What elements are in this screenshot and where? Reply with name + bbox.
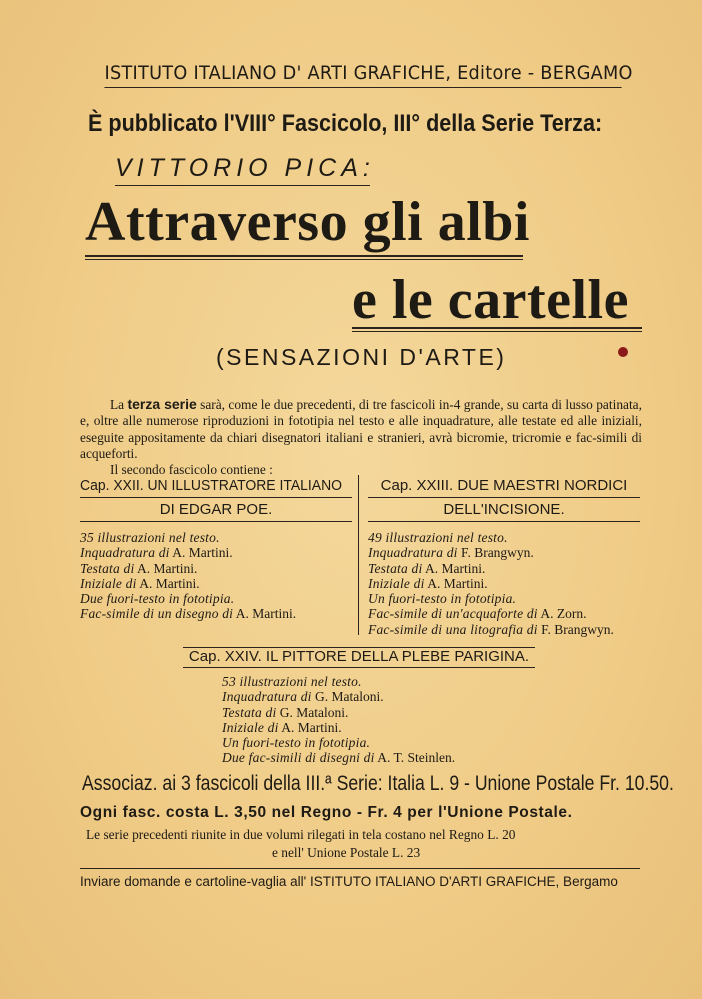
chapter-xxiv-rule-bottom [183, 667, 535, 668]
credit-artist: A. Zorn. [540, 606, 587, 622]
credit-artist: G. Mataloni. [279, 704, 349, 720]
subscription-price: Associaz. ai 3 fascicoli della III.ª Serie: Italia L. 9 - Unione Postale Fr. 10.50. [82, 772, 674, 795]
title-rule-3 [352, 327, 642, 329]
credit-line [368, 530, 614, 545]
subtitle: (SENSAZIONI D'ARTE) [216, 344, 507, 370]
intro-paragraph-1 [80, 396, 642, 462]
chapter-xxii-heading: Cap. XXII. UN ILLUSTRATORE ITALIANO [80, 477, 343, 494]
previous-series-line-1: Le serie precedenti riunite in due volumi rilegati in tela costano nel Regno L. 20 [86, 827, 516, 842]
intro-bold: terza serie [127, 396, 197, 412]
credit-artist: A. Martini. [281, 719, 342, 735]
publisher-header: ISTITUTO ITALIANO D' ARTI GRAFICHE, Editore - BERGAMO [104, 62, 621, 88]
title-rule-4 [352, 331, 642, 332]
issue-price: Ogni fasc. costa L. 3,50 nel Regno - Fr. 4 per l'Unione Postale. [80, 804, 573, 821]
credit-text: Fac-simile di un'acquaforte di [368, 606, 538, 622]
send-requests-line: Inviare domande e cartoline-vaglia all' ISTITUTO ITALIANO D'ARTI GRAFICHE, Bergamo [80, 874, 618, 889]
credit-text: Iniziale di [368, 575, 425, 591]
chapter-xxiv-heading: Cap. XXIV. IL PITTORE DELLA PLEBE PARIGINA. [188, 648, 530, 665]
credit-line [80, 576, 296, 591]
credit-artist: A. Martini. [139, 575, 200, 591]
intro-paragraph-2: Il secondo fascicolo contiene : [110, 462, 273, 478]
credit-artist: G. Mataloni. [315, 689, 384, 705]
credit-text: 49 illustrazioni nel testo. [368, 530, 508, 545]
credit-artist: A. T. Steinlen. [377, 750, 456, 766]
chapter-xxii-subheading: DI EDGAR POE. [159, 501, 273, 518]
credit-text: Inquadratura di [368, 545, 458, 561]
credit-line [368, 561, 614, 576]
credit-text: Inquadratura di [80, 545, 170, 561]
credit-text: Testata di [222, 704, 277, 720]
credit-text: Testata di [368, 560, 423, 576]
credit-text: 35 illustrazioni nel testo. [80, 530, 220, 545]
chapter-xxiii-heading: Cap. XXIII. DUE MAESTRI NORDICI [380, 477, 628, 494]
title-rule-1 [85, 255, 523, 257]
credit-text: Inquadratura di [222, 689, 312, 705]
previous-series-line-2: e nell' Unione Postale L. 23 [272, 845, 421, 860]
credit-line [80, 606, 296, 621]
credit-artist: A. Martini. [172, 545, 233, 561]
intro-start: La [110, 397, 125, 412]
chapter-xxiii-rule-2 [368, 521, 640, 522]
credit-artist: A. Martini. [137, 560, 198, 576]
credit-text: Testata di [80, 560, 135, 576]
title-line-1: Attraverso gli albi [85, 191, 530, 253]
credit-artist: F. Brangwyn. [461, 545, 534, 561]
intro-rest: sarà, come le due precedenti, di tre fascicoli in-4 grande, su carta di lusso patinata, e, oltre alle numerose riproduzioni in fototipia nel testo e alle inquadrature, alle testate ed alle iniziali, eseguite appositamente da chiari disegnatori italiani e stranieri, avrà bicromie, tricromie e fac-simili di acqueforti. [80, 397, 642, 461]
credit-line [222, 720, 455, 735]
credit-line [80, 545, 296, 560]
credit-text: Fac-simile di un disegno di [80, 606, 234, 622]
credit-line [80, 591, 296, 606]
intro-text [80, 396, 642, 478]
credit-text: Due fuori-testo in fototipia. [80, 591, 235, 607]
credit-line [222, 705, 455, 720]
credit-text: Due fac-simili di disegni di [222, 750, 375, 766]
credit-line [222, 750, 455, 765]
credit-line [368, 622, 614, 637]
publication-announcement: È pubblicato l'VIII° Fascicolo, III° della Serie Terza: [88, 110, 603, 137]
credit-line [222, 735, 455, 750]
chapter-xxii-items [80, 530, 296, 622]
credit-text: 53 illustrazioni nel testo. [222, 674, 362, 689]
chapter-xxii-rule-1 [80, 497, 352, 498]
credit-artist: F. Brangwyn. [541, 621, 614, 637]
credit-artist: A. Martini. [235, 606, 297, 622]
chapter-xxiii-rule-1 [368, 497, 640, 498]
credit-text: Un fuori-testo in fototipia. [222, 735, 371, 751]
title-rule-2 [85, 259, 523, 260]
credit-line [80, 561, 296, 576]
credit-line [368, 606, 614, 621]
credit-line [368, 591, 614, 606]
credit-text: Fac-simile di una litografia di [368, 621, 538, 637]
chapter-xxiii-items [368, 530, 614, 637]
author-name: VITTORIO PICA: [115, 154, 370, 186]
chapter-xxiii-subheading: DELL'INCISIONE. [443, 501, 565, 518]
footer-rule [80, 868, 640, 869]
credit-text: Iniziale di [222, 719, 279, 735]
ornament-dot [618, 347, 628, 357]
credit-text: Un fuori-testo in fototipia. [368, 591, 517, 607]
credit-text: Iniziale di [80, 575, 137, 591]
credit-line [368, 545, 614, 560]
chapter-xxii-rule-2 [80, 521, 352, 522]
credit-line [368, 576, 614, 591]
title-line-2: e le cartelle [352, 269, 629, 331]
credit-artist: A. Martini. [427, 575, 488, 591]
credit-line [80, 530, 296, 545]
credit-line [222, 689, 455, 704]
column-divider [358, 475, 359, 635]
credit-line [222, 674, 455, 689]
credit-artist: A. Martini. [425, 560, 486, 576]
chapter-xxiv-items [222, 674, 455, 766]
